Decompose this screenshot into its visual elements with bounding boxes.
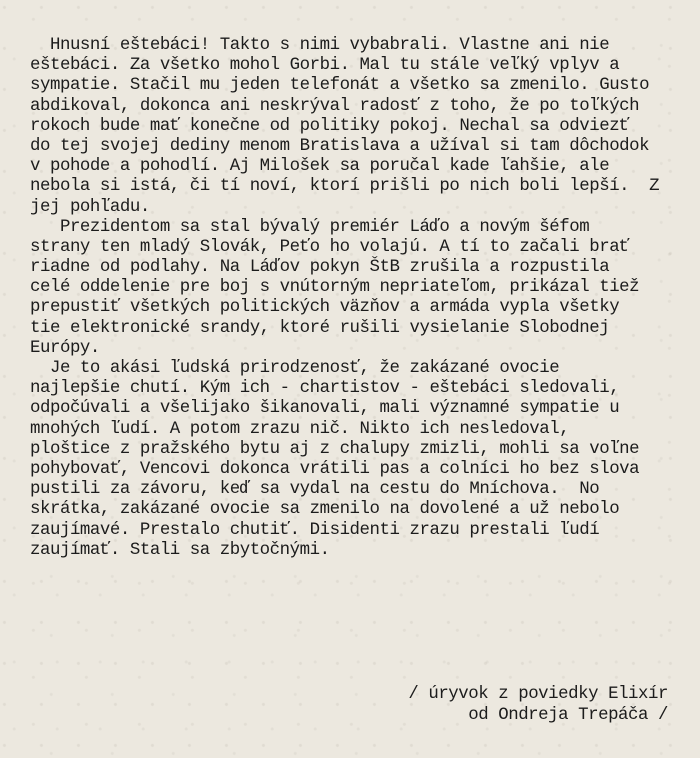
text-line: ploštice z pražského bytu aj z chalupy zmizli, mohli sa voľne	[30, 439, 640, 459]
text-line: odpočúvali a všelijako šikanovali, mali významné sympatie u	[30, 399, 620, 419]
story-excerpt	[30, 36, 680, 561]
text-line: najlepšie chutí. Kým ich - chartistov - eštebáci sledovali,	[30, 379, 620, 399]
text-line: strany ten mladý Slovák, Peťo ho volajú. A tí to začali brať	[30, 237, 630, 257]
text-line: jej pohľadu.	[30, 197, 150, 217]
text-line: nebola si istá, či tí noví, ktorí prišli po nich boli lepší. Z	[30, 177, 660, 197]
text-line: Hnusní eštebáci! Takto s nimi vybabrali. Vlastne ani nie	[30, 36, 610, 55]
text-line: riadne od podlahy. Na Láďov pokyn ŠtB zrušila a rozpustila	[30, 258, 610, 278]
text-line: abdikoval, dokonca ani neskrýval radosť z toho, že po toľkých	[30, 96, 640, 116]
text-line: mnohých ľudí. A potom zrazu nič. Nikto ich nesledoval,	[30, 419, 570, 439]
text-line: v pohode a pohodlí. Aj Milošek sa poručal kade ľahšie, ale	[30, 157, 610, 177]
source-attribution	[248, 684, 668, 726]
text-line: Je to akási ľudská prirodzenosť, že zakázané ovocie	[30, 359, 560, 378]
text-line: rokoch bude mať konečne od politiky pokoj. Nechal sa odviezť	[30, 116, 630, 136]
text-line: prepustiť všetkých politických väzňov a armáda vypla všetky	[30, 298, 620, 318]
text-line: zaujímať. Stali sa zbytočnými.	[30, 540, 330, 560]
attribution-line: / úryvok z poviedky Elixír	[408, 685, 668, 704]
text-line: Prezidentom sa stal bývalý premiér Láďo a novým šéfom	[30, 217, 590, 237]
text-line: do tej svojej dediny menom Bratislava a užíval si tam dôchodok	[30, 136, 650, 156]
text-line: tie elektronické srandy, ktoré rušili vysielanie Slobodnej	[30, 318, 610, 338]
text-line: eštebáci. Za všetko mohol Gorbi. Mal tu stále veľký vplyv a	[30, 56, 620, 76]
text-line: Európy.	[30, 338, 100, 358]
text-line: pustili za závoru, keď sa vydal na cestu do Mníchova. No	[30, 480, 600, 500]
text-line: pohybovať, Vencovi dokonca vrátili pas a colníci ho bez slova	[30, 459, 640, 479]
text-line: skrátka, zakázané ovocie sa zmenilo na dovolené a už nebolo	[30, 500, 620, 520]
text-line: zaujímavé. Prestalo chutiť. Disidenti zrazu prestali ľudí	[30, 520, 600, 540]
text-line: celé oddelenie pre boj s vnútorným nepriateľom, prikázal tiež	[30, 278, 640, 298]
attribution-line: od Ondreja Trepáča /	[468, 706, 668, 725]
text-line: sympatie. Stačil mu jeden telefonát a všetko sa zmenilo. Gusto	[30, 76, 650, 96]
